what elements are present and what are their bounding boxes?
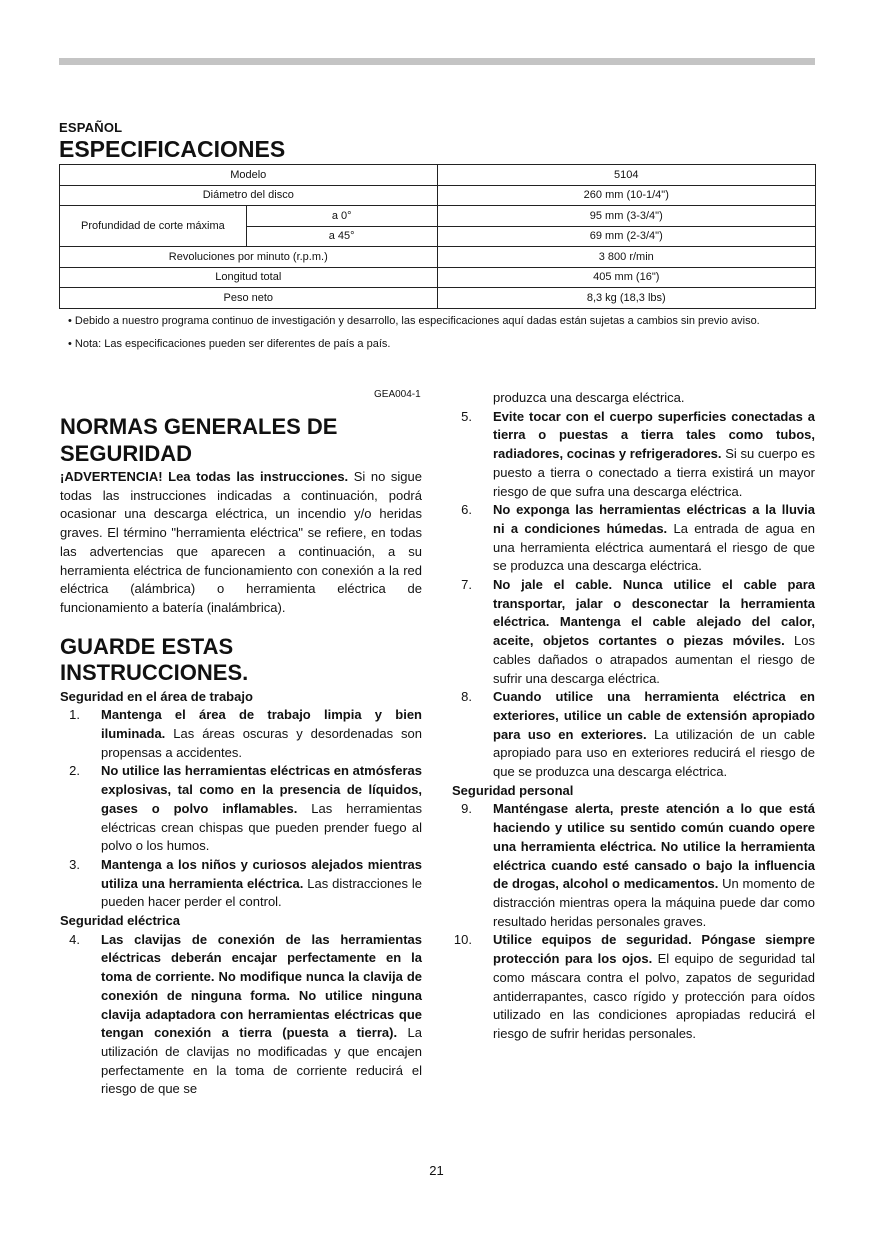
table-cell: 5104	[437, 165, 815, 186]
warning-paragraph	[60, 468, 422, 618]
item-text: La entrada de agua en una herramienta eléctrica aumentará el riesgo de que se produzca una descarga eléctrica.	[493, 520, 815, 574]
table-row	[60, 267, 816, 288]
item-text: Las distracciones le pueden hacer perder el control.	[101, 875, 423, 910]
item-number: 2.	[69, 763, 80, 779]
list-item	[60, 706, 422, 762]
header-rule	[59, 58, 815, 65]
table-row	[60, 288, 816, 309]
table-cell: a 0°	[246, 206, 437, 227]
table-cell: Revoluciones por minuto (r.p.m.)	[60, 247, 438, 268]
item-text: Las herramientas eléctricas crean chispas que pueden prender fuego al polvo o los humos.	[101, 800, 422, 854]
item-text: Un momento de distracción mientras opera la máquina puede dar como resultado heridas personales graves.	[493, 876, 815, 929]
item-number: 1.	[69, 707, 80, 723]
table-row	[60, 165, 816, 186]
item-number: 9.	[461, 801, 472, 817]
note-text: • Debido a nuestro programa continuo de investigación y desarrollo, las especificaciones aquí dadas están sujetas a cambios sin previo aviso.	[68, 315, 760, 327]
table-cell: Diámetro del disco	[60, 185, 438, 206]
table-row	[60, 185, 816, 206]
table-cell: 95 mm (3-3/4")	[437, 206, 815, 227]
table-cell: 8,3 kg (18,3 lbs)	[437, 288, 815, 309]
item-text: Los cables dañados o atrapados aumentan el riesgo de sufrir una descarga eléctrica.	[493, 633, 815, 686]
table-row	[60, 206, 816, 227]
specifications-title: ESPECIFICACIONES	[59, 136, 286, 162]
save-instructions-title: GUARDE ESTAS INSTRUCCIONES.	[60, 633, 249, 686]
table-row	[60, 247, 816, 268]
table-cell: 69 mm (2-3/4")	[437, 226, 815, 247]
table-cell: Peso neto	[60, 288, 438, 309]
personal-heading: Seguridad personal	[452, 782, 574, 798]
table-cell: 3 800 r/min	[437, 247, 815, 268]
item-text: Las áreas oscuras y desordenadas son propensas a accidentes.	[101, 726, 422, 760]
list-item	[452, 501, 815, 576]
item-bold: No jale el cable. Nunca utilice el cable para transportar, jalar o desconectar la herramienta eléctrica. Mantenga el cable alejado del calor, aceite, objetos cortantes o piezas móviles.	[493, 577, 815, 649]
table-cell: 405 mm (16")	[437, 267, 815, 288]
item-number: 6.	[461, 502, 472, 518]
item-number: 7.	[461, 577, 472, 593]
right-column	[452, 389, 815, 1044]
list-item	[452, 688, 815, 782]
item-bold: Mantenga el área de trabajo limpia y bien iluminada.	[101, 707, 422, 742]
language-label: ESPAÑOL	[59, 120, 123, 135]
note-text: • Nota: Las especificaciones pueden ser diferentes de país a país.	[68, 337, 391, 350]
left-column	[60, 411, 422, 1099]
list-item	[452, 931, 815, 1043]
item-number: 3.	[69, 856, 80, 872]
list-item	[60, 856, 422, 912]
warning-bold: ¡ADVERTENCIA! Lea todas las instrucciones.	[60, 469, 349, 484]
item-continuation: produzca una descarga eléctrica.	[493, 390, 685, 405]
item-bold: No exponga las herramientas eléctricas a la lluvia ni a condiciones húmedas.	[493, 502, 815, 536]
list-item	[60, 762, 422, 856]
spec-notes	[68, 313, 798, 358]
specifications-table	[59, 164, 816, 309]
table-cell: Longitud total	[60, 267, 438, 288]
item-number: 4.	[69, 931, 80, 947]
electrical-heading: Seguridad eléctrica	[60, 913, 180, 929]
warning-text: Si no sigue todas las instrucciones indicadas a continuación, podrá ocasionar una descarga eléctrica, un incendio y/o heridas graves. El término "herramienta eléctrica" se refiere, en todas las advertencias que aparecen a continuación, a su herramienta eléctrica de funcionamiento con conexión a la red eléctrica (alámbrica) o herramienta eléctrica de funcionamiento a batería (inalámbrica).	[60, 469, 422, 615]
list-item	[452, 800, 815, 931]
item-number: 8.	[461, 689, 472, 705]
work-area-heading: Seguridad en el área de trabajo	[60, 688, 253, 704]
item-text: La utilización de clavijas no modificadas y que encajen perfectamente en la toma de corriente reducirá el riesgo de que se	[101, 1025, 422, 1097]
list-item	[452, 408, 815, 502]
table-cell: Profundidad de corte máxima	[60, 206, 247, 247]
table-cell: 260 mm (10-1/4")	[437, 185, 815, 206]
item-bold: Mantenga a los niños y curiosos alejados mientras utiliza una herramienta eléctrica.	[101, 856, 422, 891]
item-text: Si su cuerpo es puesto a tierra o conectado a tierra existirá un mayor riesgo de que sufra una descarga eléctrica.	[493, 446, 816, 499]
item-number: 5.	[461, 408, 472, 424]
list-item	[60, 931, 422, 1099]
item-bold: Las clavijas de conexión de las herramientas eléctricas deberán encajar perfectamente en la toma de corriente. No modifique nunca la clavija de conexión de ninguna forma. No utilice ninguna clavija adaptadora con herramientas eléctricas que tengan conexión a tierra (puesta a tierra).	[101, 931, 422, 1041]
safety-title: NORMAS GENERALES DE SEGURIDAD	[60, 414, 338, 466]
document-code: GEA004-1	[374, 389, 421, 400]
table-cell: Modelo	[60, 165, 438, 186]
item-bold: Manténgase alerta, preste atención a lo que está haciendo y utilice su sentido común cuando opere una herramienta eléctrica. No utilice la herramienta eléctrica cuando esté cansado o bajo la influencia de drogas, alcohol o medicamentos.	[493, 801, 815, 892]
item-text: El equipo de seguridad tal como máscara contra el polvo, zapatos de seguridad antiderrapantes, casco rígido y protección para oídos utilizado en las condiciones apropiadas reducirá el riesgo de sufrir heridas personales.	[493, 951, 815, 1041]
item-number: 10.	[453, 932, 472, 948]
page-number: 21	[429, 1163, 444, 1178]
item-text: La utilización de un cable apropiado para uso en exteriores reducirá el riesgo de que se produzca una descarga eléctrica.	[493, 726, 815, 780]
item-bold: No utilice las herramientas eléctricas en atmósferas explosivas, tal como en la presencia de líquidos, gases o polvo inflamables.	[101, 763, 422, 816]
list-item	[452, 576, 815, 688]
table-cell: a 45°	[246, 226, 437, 247]
item-bold: Evite tocar con el cuerpo superficies conectadas a tierra o puestas a tierra tales como tubos, radiadores, cocinas y refrigeradores.	[493, 408, 815, 462]
item-bold: Utilice equipos de seguridad. Póngase siempre protección para los ojos.	[493, 932, 815, 967]
item-bold: Cuando utilice una herramienta eléctrica en exteriores, utilice un cable de extensión apropiado para uso en exteriores.	[493, 689, 815, 742]
